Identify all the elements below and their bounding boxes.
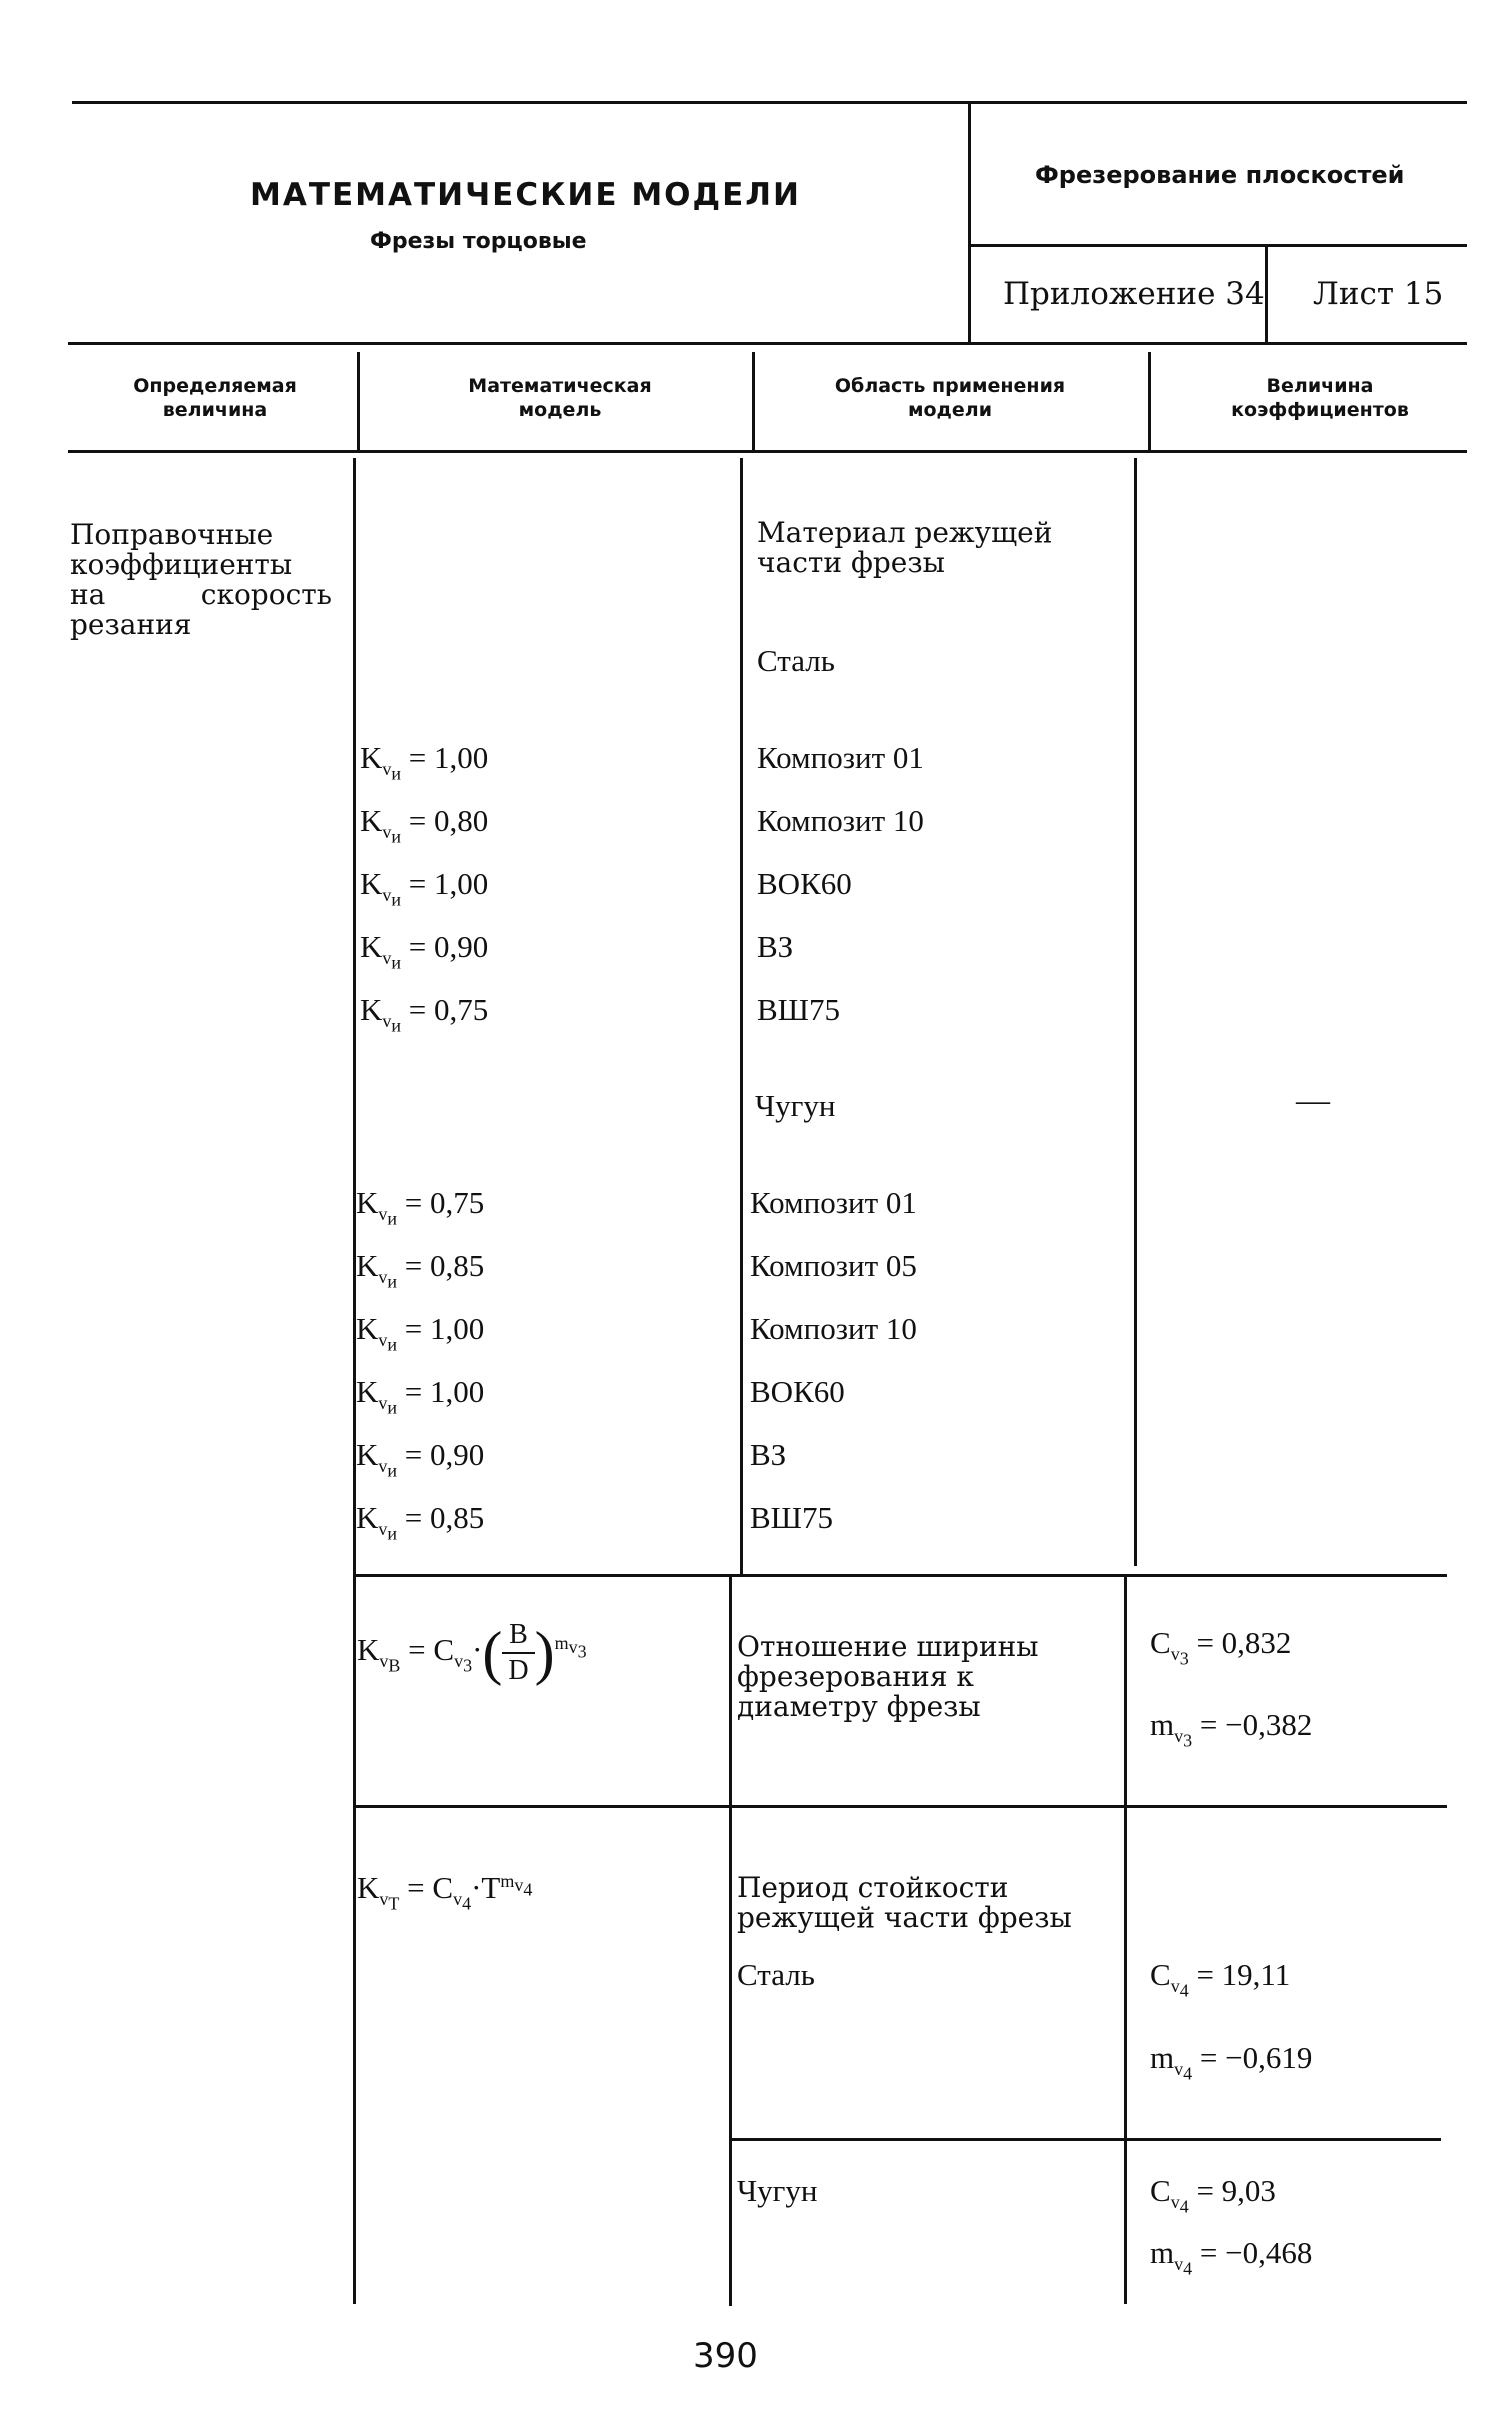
cast-iron-coef: —: [1296, 1082, 1330, 1119]
page-subtitle: Фрезы торцовые: [370, 229, 587, 254]
iron-row-5-model: $K_{v_и} = 0,90$: [356, 1437, 485, 1481]
column-header-coefficients: Величина коэффициентов: [1231, 375, 1409, 421]
steel-row-2-material: Композит 10: [757, 803, 924, 838]
col-divider-3-lower: [1124, 1576, 1127, 2304]
col-divider-3-head: [1148, 352, 1151, 450]
column-header-quantity: Определяемая величина: [133, 375, 297, 421]
sheet-label: Лист 15: [1313, 276, 1444, 312]
cast-iron-label: Чугун: [755, 1088, 836, 1123]
col-divider-3: [1134, 458, 1137, 1566]
header-sheet-divider: [1265, 244, 1268, 342]
iron-row-4-model: $K_{v_и} = 1,00$: [356, 1374, 485, 1418]
block-t-formula: $K_{v_T} = C_{v_4}\cdot T^{m_{v_4}}$: [357, 1870, 533, 1914]
col-divider-1-head: [357, 352, 360, 450]
col-divider-2-head: [752, 352, 755, 450]
iron-row-5-material: ВЗ: [750, 1437, 787, 1472]
block-t-steel-coef-c: $C_{v_4} = 19,11$: [1150, 1957, 1291, 2001]
page-title: МАТЕМАТИЧЕСКИЕ МОДЕЛИ: [250, 177, 802, 213]
block-b-area: Отношение ширины фрезерования к диаметру фрезы: [737, 1630, 1039, 1723]
iron-row-1-material: Композит 01: [750, 1185, 917, 1220]
section-title: Фрезерование плоскостей: [1035, 161, 1405, 189]
column-header-rule: [68, 450, 1467, 453]
block-b-coef-m: $m_{v_3} = -0,382$: [1150, 1707, 1313, 1751]
steel-row-3-material: ВОК60: [757, 866, 852, 901]
header-right-rule: [968, 244, 1467, 247]
steel-row-1-material: Композит 01: [757, 740, 924, 775]
iron-row-2-model: $K_{v_и} = 0,85$: [356, 1248, 485, 1292]
block-t-steel-coef-m: $m_{v_4} = -0,619$: [1150, 2040, 1313, 2084]
header-bottom-rule: [68, 342, 1467, 345]
steel-label: Сталь: [757, 643, 835, 678]
block-b-formula: $K_{v_B} = C_{v_3}\cdot$( $\frac{B}{D}$ )$^{m_{v_3}}$: [357, 1619, 587, 1686]
cast-iron-rule: [731, 2138, 1441, 2141]
iron-row-2-material: Композит 05: [750, 1248, 917, 1283]
block-b-coef-c: $C_{v_3} = 0,832$: [1150, 1625, 1292, 1669]
steel-row-1-model: $K_{v_и} = 1,00$: [360, 740, 489, 784]
steel-row-3-model: $K_{v_и} = 1,00$: [360, 866, 489, 910]
block-t-steel: Сталь: [737, 1957, 815, 1992]
steel-row-5-model: $K_{v_и} = 0,75$: [360, 992, 489, 1036]
top-rule: [72, 101, 1467, 104]
iron-row-3-model: $K_{v_и} = 1,00$: [356, 1311, 485, 1355]
column-header-model: Математическая модель: [468, 375, 652, 421]
block-t-iron-coef-m: $m_{v_4} = -0,468$: [1150, 2235, 1313, 2279]
steel-row-2-model: $K_{v_и} = 0,80$: [360, 803, 489, 847]
iron-row-1-model: $K_{v_и} = 0,75$: [356, 1185, 485, 1229]
column-header-area: Область применения модели: [834, 375, 1066, 421]
header-vertical-divider: [968, 101, 971, 342]
steel-row-4-material: ВЗ: [757, 929, 794, 964]
quantity-label: Поправочные коэффициенты на скорость резания: [70, 518, 332, 641]
block-t-iron-coef-c: $C_{v_4} = 9,03$: [1150, 2173, 1276, 2217]
block-t-iron: Чугун: [737, 2173, 818, 2208]
steel-row-4-model: $K_{v_и} = 0,90$: [360, 929, 489, 973]
iron-row-3-material: Композит 10: [750, 1311, 917, 1346]
iron-row-4-material: ВОК60: [750, 1374, 845, 1409]
block-t-top-rule: [355, 1805, 1447, 1808]
col-divider-2: [740, 458, 743, 1574]
iron-row-6-material: ВШ75: [750, 1500, 833, 1535]
material-header: Материал режущей части фрезы: [757, 516, 1053, 579]
page-number: 390: [693, 2336, 758, 2376]
block-b-top-rule: [355, 1574, 1447, 1577]
appendix-label: Приложение 34: [1003, 276, 1265, 312]
iron-row-6-model: $K_{v_и} = 0,85$: [356, 1500, 485, 1544]
block-t-area: Период стойкости режущей части фрезы: [737, 1871, 1072, 1934]
steel-row-5-material: ВШ75: [757, 992, 840, 1027]
col-divider-2-lower: [729, 1574, 732, 2306]
